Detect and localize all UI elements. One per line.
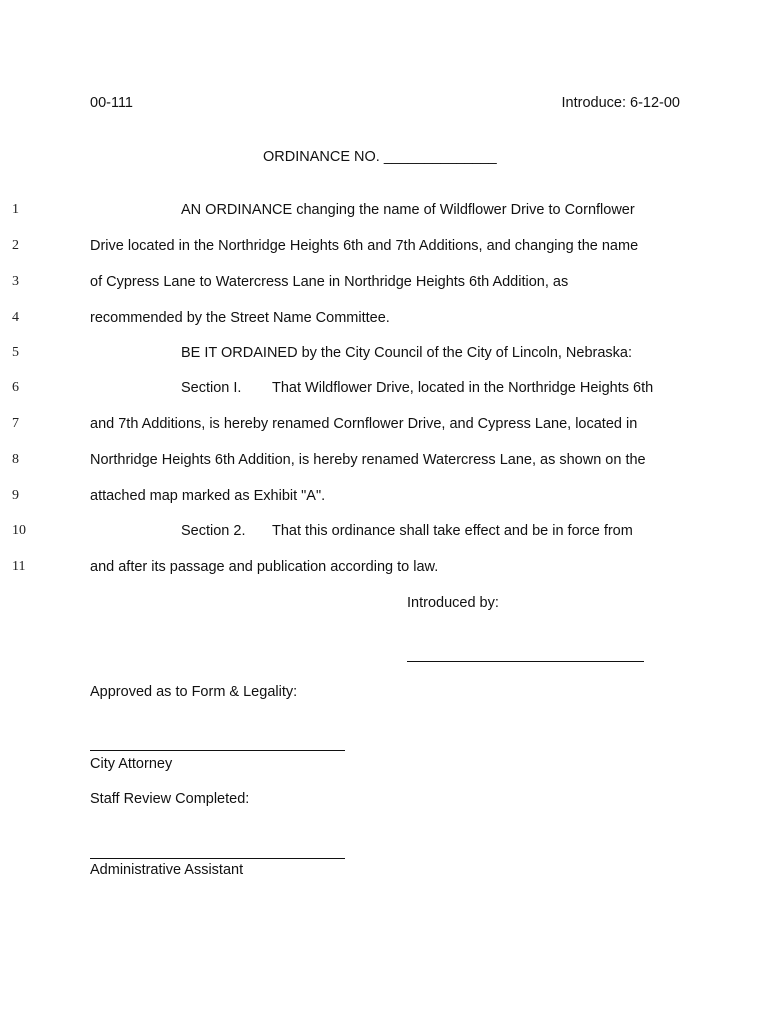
body-line: That Wildflower Drive, located in the Northridge Heights 6th xyxy=(272,380,654,396)
line-number: 6 xyxy=(12,380,19,395)
body-line: Drive located in the Northridge Heights 6th and 7th Additions, and changing the name xyxy=(90,238,639,254)
section-label: Section 2. xyxy=(181,523,246,539)
body-line: attached map marked as Exhibit "A". xyxy=(90,488,326,504)
doc-number: 00-111 xyxy=(90,95,133,111)
admin-assistant-label: Administrative Assistant xyxy=(90,862,244,878)
body-line: of Cypress Lane to Watercress Lane in Northridge Heights 6th Addition, as xyxy=(90,274,569,290)
ordinance-title: ORDINANCE NO. ______________ xyxy=(263,149,497,165)
assistant-signature-line xyxy=(90,858,345,859)
introduced-by-label: Introduced by: xyxy=(407,595,499,611)
body-line: recommended by the Street Name Committee. xyxy=(90,310,390,326)
body-line: BE IT ORDAINED by the City Council of the City of Lincoln, Nebraska: xyxy=(181,345,633,361)
staff-review-label: Staff Review Completed: xyxy=(90,791,250,807)
body-line: Northridge Heights 6th Addition, is hereby renamed Watercress Lane, as shown on the xyxy=(90,452,646,468)
line-number: 5 xyxy=(12,345,19,360)
attorney-signature-line xyxy=(90,750,345,751)
line-number: 11 xyxy=(12,559,26,574)
city-attorney-label: City Attorney xyxy=(90,756,173,772)
section-label: Section I. xyxy=(181,380,242,396)
line-number: 10 xyxy=(12,523,26,538)
body-line: AN ORDINANCE changing the name of Wildflower Drive to Cornflower xyxy=(181,202,635,218)
introducer-signature-line xyxy=(407,661,644,662)
introduce-date: Introduce: 6-12-00 xyxy=(561,95,680,111)
line-number: 8 xyxy=(12,452,19,467)
line-number: 4 xyxy=(12,310,19,325)
line-number: 9 xyxy=(12,488,19,503)
line-number: 7 xyxy=(12,416,19,431)
line-number: 2 xyxy=(12,238,19,253)
body-line: That this ordinance shall take effect and be in force from xyxy=(272,523,633,539)
line-number: 1 xyxy=(12,202,19,217)
line-number: 3 xyxy=(12,274,19,289)
body-line: and after its passage and publication according to law. xyxy=(90,559,439,575)
body-line: and 7th Additions, is hereby renamed Cornflower Drive, and Cypress Lane, located in xyxy=(90,416,638,432)
approved-label: Approved as to Form & Legality: xyxy=(90,684,298,700)
